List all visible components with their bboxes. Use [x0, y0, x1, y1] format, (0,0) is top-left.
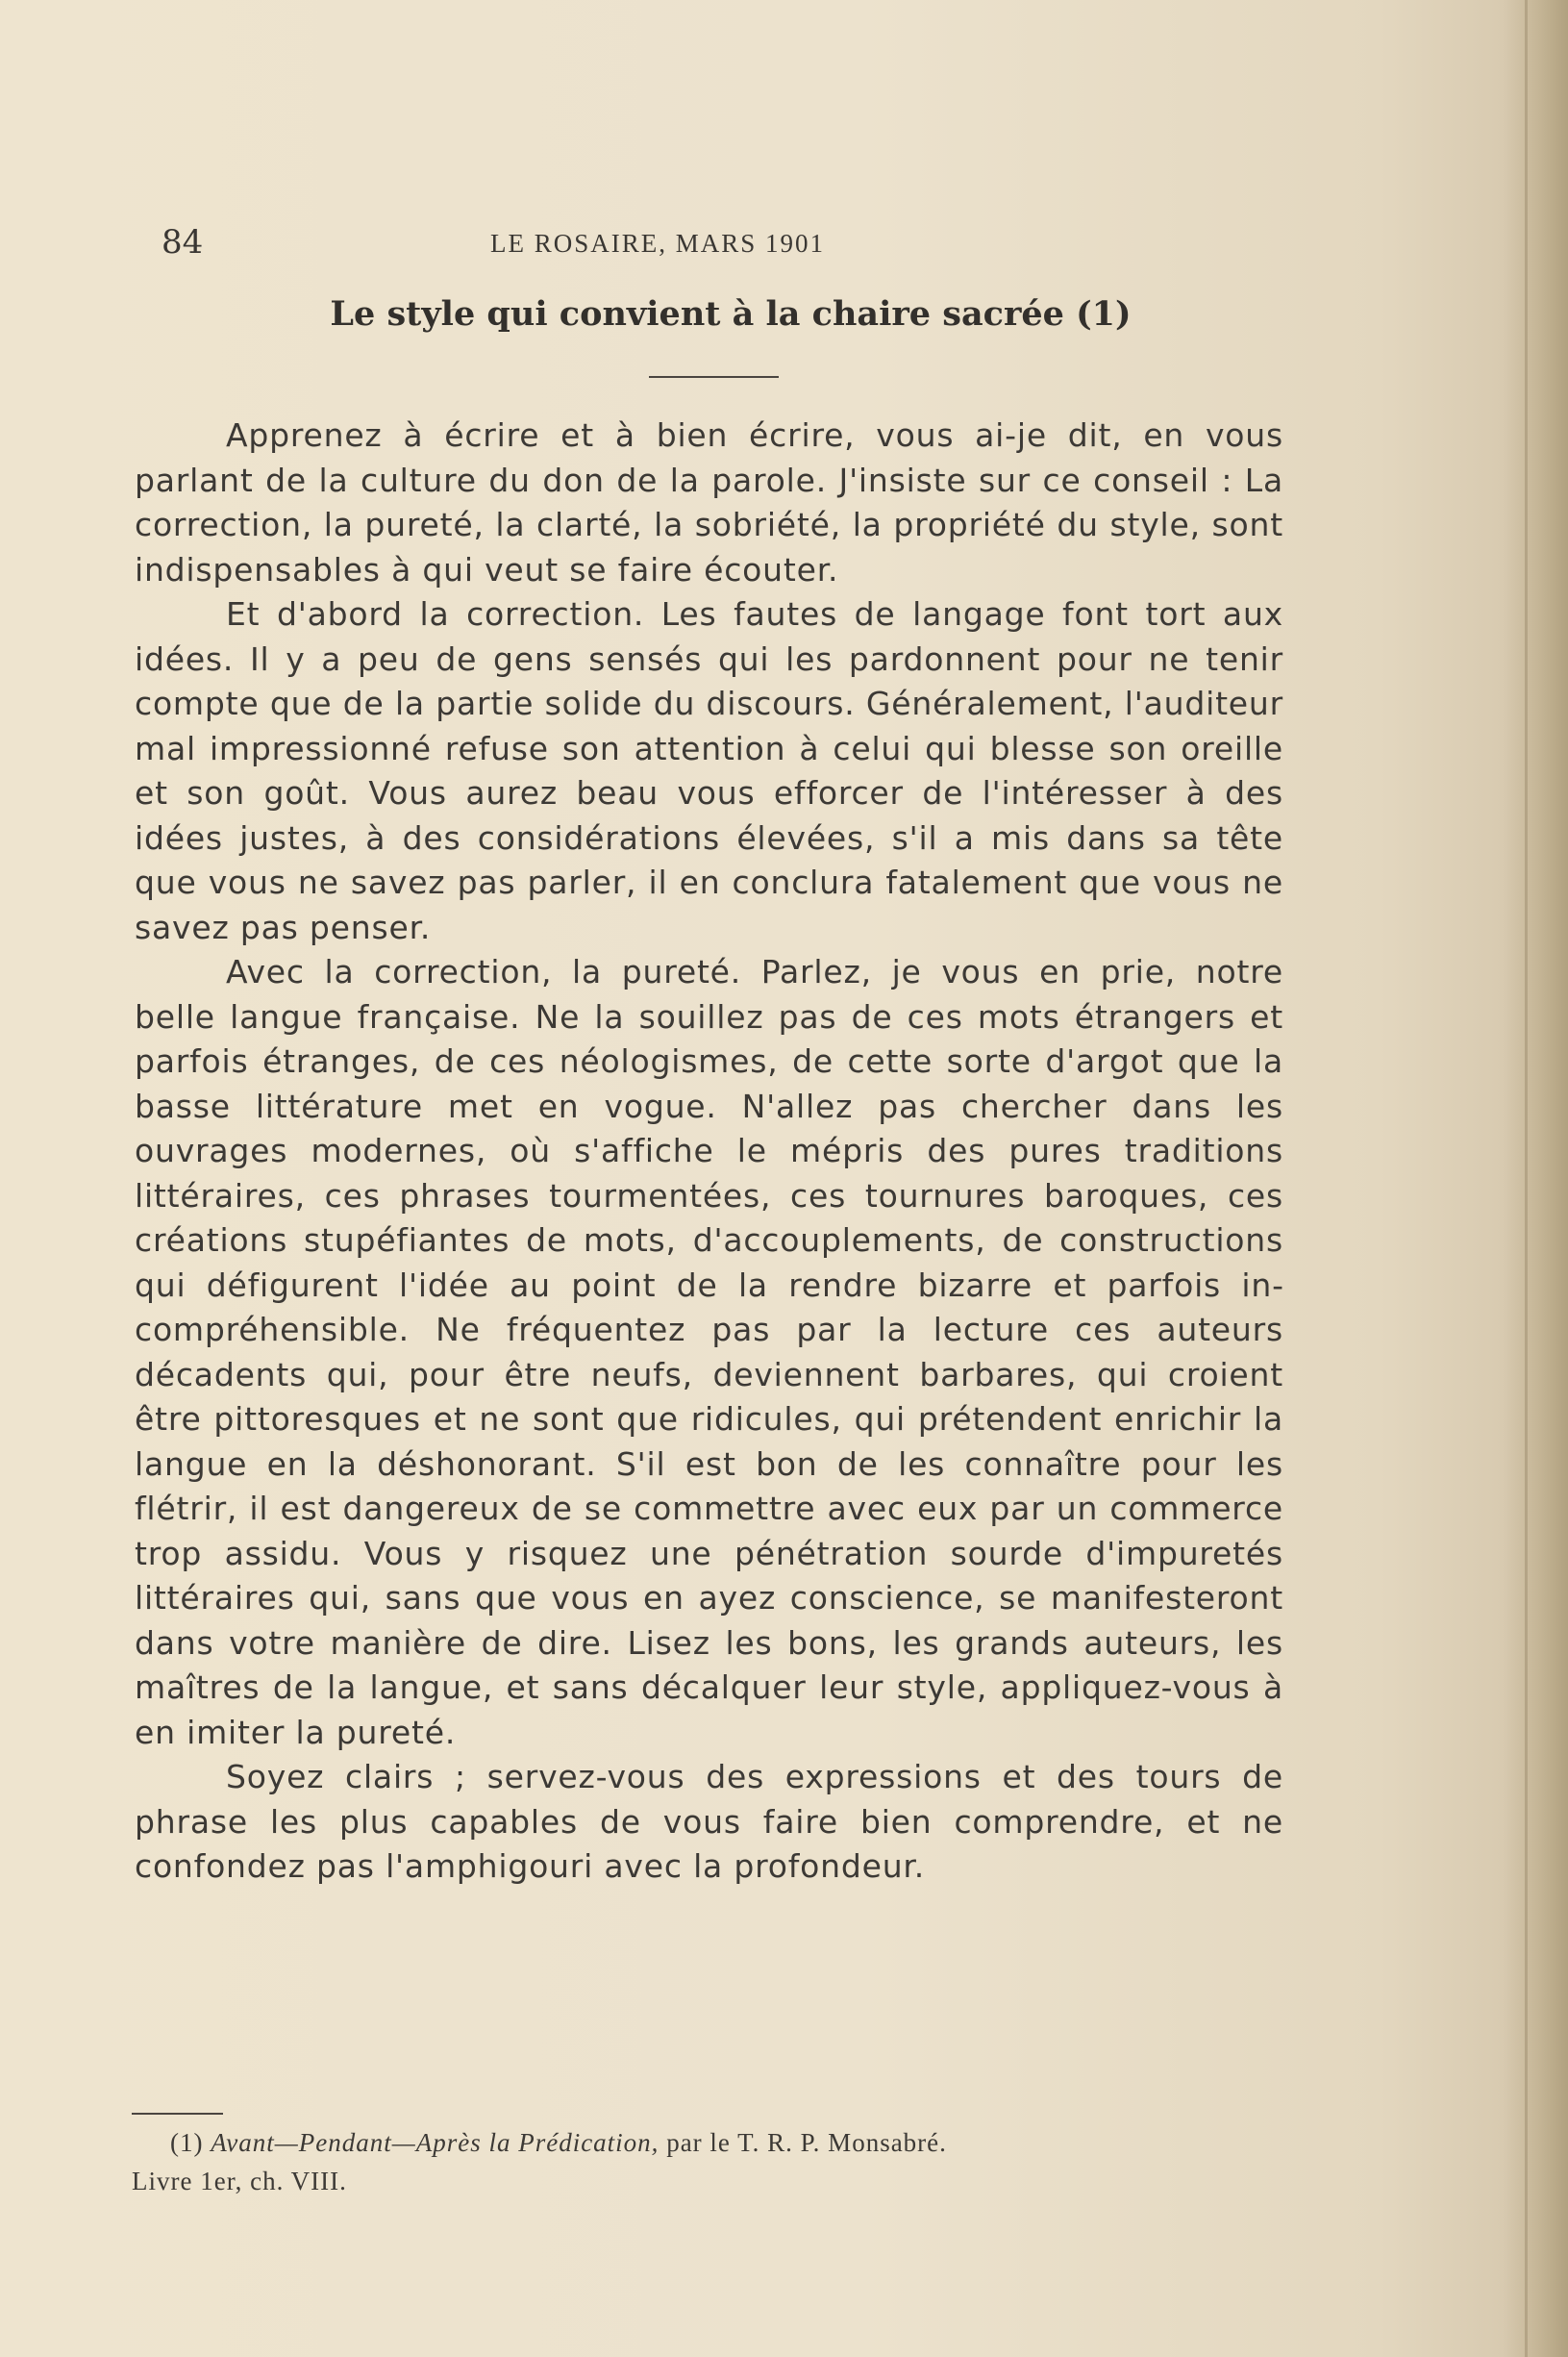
page-header: [154, 223, 1269, 269]
paragraph: Apprenez à écrire et à bien écrire, vous ai-je dit, en vous parlant de la culture du don de la parole. J'insiste sur ce conseil : La correction, la pureté, la clarté, la sobriété, la propriété du style, sont indispensables à qui veut se faire écouter.: [135, 416, 1283, 589]
page-edge-shadow: [1501, 0, 1568, 2357]
footnote-reference: Livre 1er, ch. VIII.: [132, 2167, 347, 2195]
paragraph: Et d'abord la correction. Les fautes de langage font tort aux idées. Il y a peu de gens sensés qui les pardonnent pour ne tenir compte que de la partie solide du discours. Généralement, l'auditeur mal impressionné refuse son attention à celui qui blesse son oreille et son goût. Vous aurez beau vous efforcer de l'intéresser à des idées justes, à des considérations élevées, s'il a mis dans sa tête que vous ne savez pas parler, il en conclura fatalement que vous ne savez pas penser.: [135, 595, 1283, 946]
footnote-divider: [132, 2113, 223, 2115]
footnote-marker: (1): [170, 2128, 204, 2157]
page-crease: [1525, 0, 1528, 2357]
running-head: LE ROSAIRE, MARS 1901: [490, 229, 826, 258]
article-body: [135, 414, 1283, 1890]
title-divider: [649, 376, 779, 378]
paragraph: Avec la correction, la pureté. Parlez, je vous en prie, notre belle langue française. Ne la souillez pas de ces mots étrangers et parfois étranges, de ces néologismes, de cette sorte d'argot que la basse littérature met en vogue. N'allez pas chercher dans les ouvrages modernes, où s'affiche le mépris des pures traditions littéraires, ces phrases tourmentées, ces tournures baroques, ces créations stupéfiantes de mots, d'accouplements, de constructions qui défigurent l'idée au point de la rendre bizarre et parfois incompréhensible. Ne fréquentez pas par la lecture ces auteurs décadents qui, pour être neufs, deviennent barbares, qui croient être pittoresques et ne sont que ridicules, qui prétendent enrichir la langue en la déshonorant. S'il est bon de les connaître pour les flétrir, il est dangereux de se commettre avec eux par un commerce trop assidu. Vous y risquez une pénétration sourde d'impuretés littéraires qui, sans que vous en ayez conscience, se manifesteront dans votre manière de dire. Lisez les bons, les grands auteurs, les maîtres de la langue, et sans décalquer leur style, appliquez-vous à en imiter la pureté.: [135, 953, 1283, 1751]
page-number: 84: [162, 223, 204, 262]
article-title: Le style qui convient à la chaire sacrée (1): [330, 294, 1132, 334]
paragraph: Soyez clairs ; servez-vous des expressions et des tours de phrase les plus capables de vous faire bien comprendre, et ne confondez pas l'amphigouri avec la profondeur.: [135, 1758, 1283, 1885]
footnote: [132, 2123, 1266, 2200]
footnote-work-title: Avant—Pendant—Après la Prédication,: [211, 2128, 660, 2157]
footnote-attribution: par le T. R. P. Monsabré.: [666, 2128, 947, 2157]
